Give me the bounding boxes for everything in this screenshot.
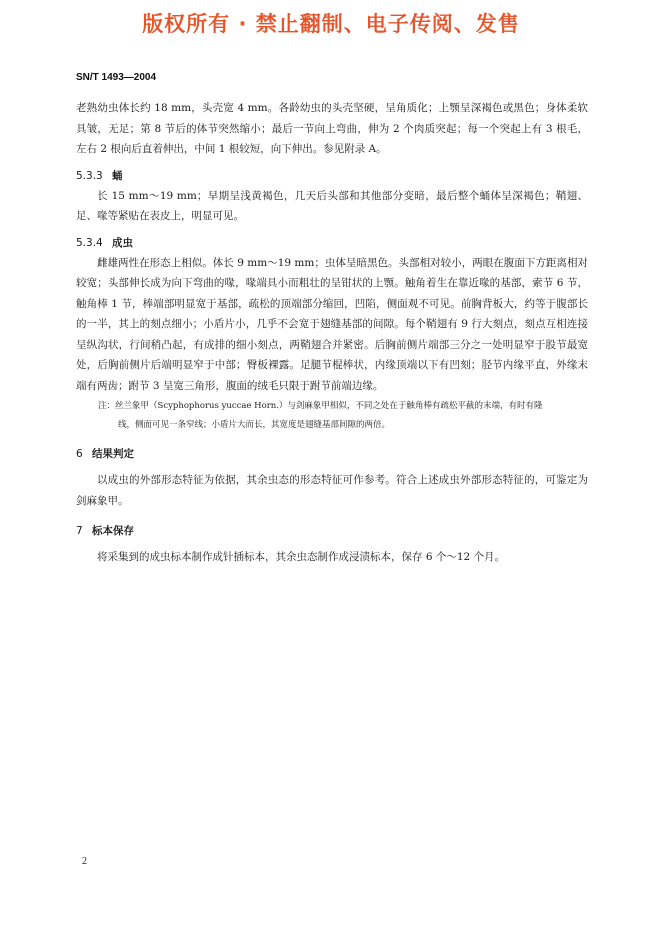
document-body	[76, 98, 588, 568]
section-heading-storage	[76, 521, 588, 541]
storage-description: 将采集到的成虫标本制作成针插标本，其余虫态制作成浸渍标本，保存 6 个～12 个月。	[97, 551, 506, 563]
standard-code: SN/T 1493—2004	[76, 72, 157, 83]
section-number: 5.3.3	[76, 169, 103, 182]
section-heading-result	[76, 444, 588, 464]
section-title: 结果判定	[92, 448, 134, 460]
note-line-1: 丝兰象甲（Scyphophorus yuccae Horn.）与剑麻象甲相似，不同之处在于触角棒有疏松平截的末端，有时有隆	[115, 401, 543, 411]
adult-note-continued: 线，侧面可见一条窄线；小盾片大而长，其宽度是翅缝基部间隙的两倍。	[118, 420, 391, 430]
section-number: 6	[76, 448, 83, 460]
section-title: 蛹	[112, 169, 123, 182]
section-heading-pupa	[76, 166, 588, 186]
section-heading-adult	[76, 233, 588, 253]
section-title: 成虫	[112, 236, 133, 249]
adult-description: 雌雄两性在形态上相似。体长 9 mm～19 mm；虫体呈暗黑色。头部相对较小，两眼在腹面下方距离相对较宽；头部伸长成为向下弯曲的喙，喙端具小而粗壮的呈钳状的上颚。触角着生在靠近喙的基部，索节 6 节，触角棒 1 节，棒端部明显宽于基部，疏松的顶端部分缩回，凹陷，侧面观不可见。前胸背板大，约等于腹部长的一半，其上的刻点细小；小盾片小，几乎不会宽于翅缝基部的间隙。每个鞘翅有 9 行大刻点，刻点互相连接呈纵沟状，行间稍凸起，有成排的细小刻点，两鞘翅合并紧密。后胸前侧片端部三分之一处明显窄于股节最宽处，后胸前侧片后端明显窄于中部；臀板裸露。足腿节棍棒状，内缘顶端以下有凹刻；胫节内缘平直，外缘末端有两齿；跗节 3 呈宽三角形，腹面的绒毛只限于跗节前端边缘。	[76, 256, 588, 392]
note-label: 注：	[98, 401, 116, 411]
section-title: 标本保存	[92, 525, 134, 537]
larva-description: 老熟幼虫体长约 18 mm，头壳宽 4 mm。各龄幼虫的头壳坚硬，呈角质化；上颚呈深褐色或黑色；身体柔软具皱，无足；第 8 节后的体节突然缩小；最后一节向上弯曲，伸为 2 个肉质突起；每一个突起上有 3 根毛，左右 2 根向后直着伸出，中间 1 根较短，向下伸出。参见附录 A。	[76, 102, 588, 155]
adult-note	[98, 398, 588, 415]
section-number: 7	[76, 525, 83, 537]
section-number: 5.3.4	[76, 236, 103, 249]
result-description: 以成虫的外部形态特征为依据，其余虫态的形态特征可作参考。符合上述成虫外部形态特征的，可鉴定为剑麻象甲。	[76, 474, 588, 507]
page-number: 2	[82, 856, 87, 867]
pupa-description: 长 15 mm～19 mm；早期呈浅黄褐色，几天后头部和其他部分变暗，最后整个蛹体呈深褐色；鞘翅、足、喙等紧贴在表皮上，明显可见。	[76, 189, 588, 222]
watermark: 版权所有 · 禁止翻制、电子传阅、发售	[142, 12, 520, 36]
